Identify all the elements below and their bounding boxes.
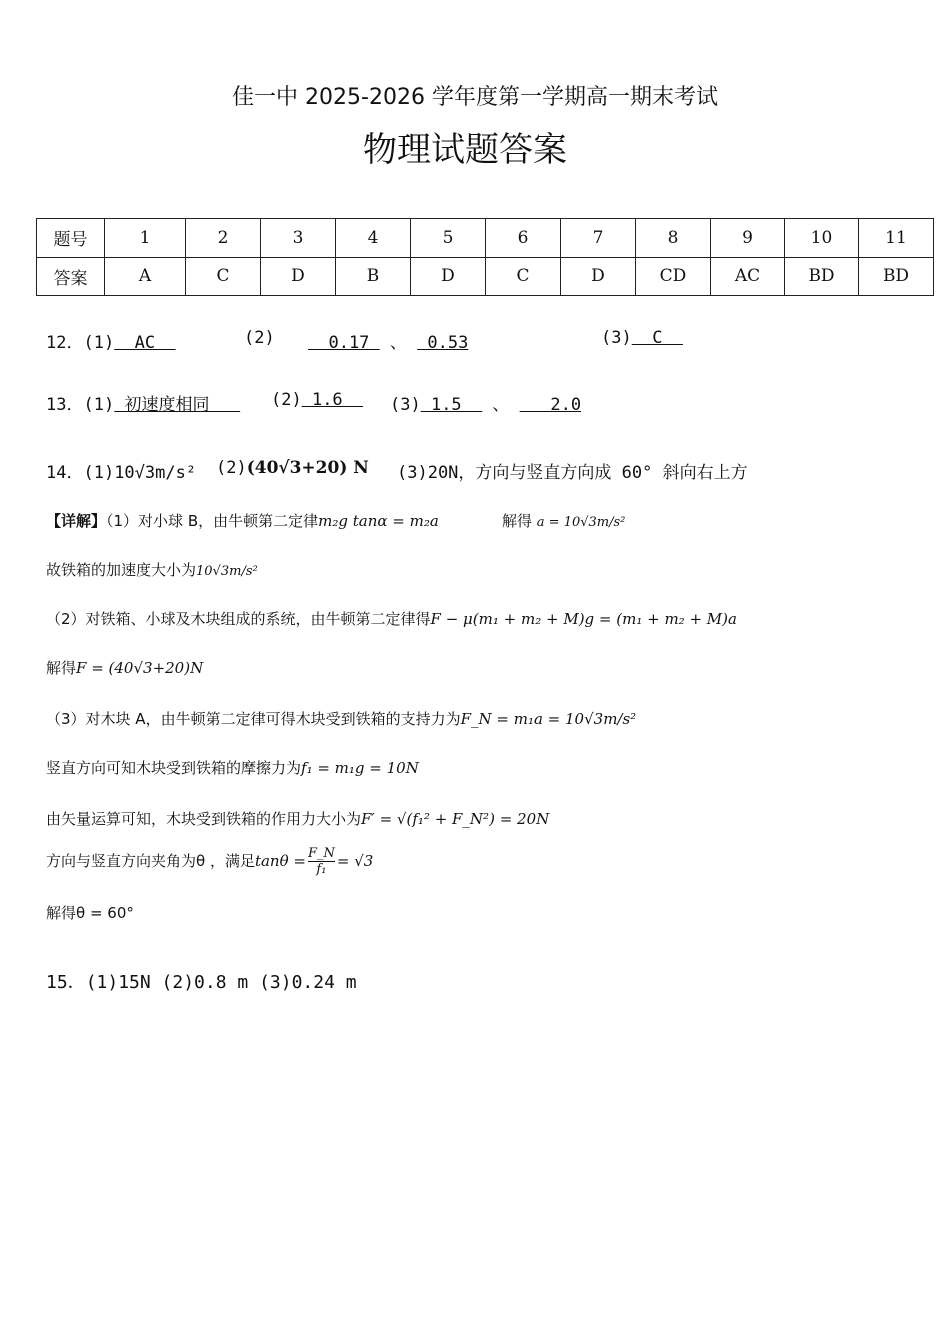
q12-part1-label: (1) bbox=[83, 333, 115, 353]
q14-part2-answer: (40√3+20) N bbox=[246, 458, 369, 478]
question-number: 1 bbox=[105, 219, 186, 258]
q14-part3: (3)20N，方向与竖直方向成 60° 斜向右上方 bbox=[397, 463, 748, 483]
detail-8-lhs: tanθ = bbox=[254, 852, 306, 870]
question-number: 9 bbox=[711, 219, 785, 258]
answer-row bbox=[37, 257, 934, 296]
answer-cell: AC bbox=[711, 257, 785, 296]
q14-part2 bbox=[216, 458, 369, 478]
answer-cell: BD bbox=[859, 257, 934, 296]
q13-part2-answer: 1.6 bbox=[301, 390, 364, 410]
q13-part3-answer-b: 2.0 bbox=[519, 395, 582, 415]
exam-title: 佳一中 2025-2026 学年度第一学期高一期末考试 bbox=[232, 85, 718, 110]
q15-line bbox=[46, 968, 357, 994]
answer-cell: B bbox=[336, 257, 411, 296]
q13-separator: 、 bbox=[492, 395, 510, 415]
detail-1-result: a = 10√3m/s² bbox=[536, 515, 626, 530]
q12-part3-answer: C bbox=[631, 328, 683, 348]
answer-cell: D bbox=[261, 257, 336, 296]
q12-separator: 、 bbox=[389, 333, 407, 353]
detail-line-1-result bbox=[502, 510, 625, 531]
detail-line-7 bbox=[46, 808, 549, 829]
detail-8-text: 方向与竖直方向夹角为θ ，满足 bbox=[46, 852, 255, 870]
detail-3-text: （2）对铁箱、小球及木块组成的系统，由牛顿第二定律得 bbox=[46, 610, 431, 628]
detail-1-text: （1）对小球 B，由牛顿第二定律 bbox=[106, 512, 319, 530]
detail-line-8 bbox=[46, 846, 373, 877]
question-number: 5 bbox=[411, 219, 486, 258]
q12-part2-answer-b: 0.53 bbox=[417, 333, 469, 353]
q12-part2 bbox=[244, 328, 275, 348]
detail-line-2 bbox=[46, 559, 258, 580]
detail-2-text: 故铁箱的加速度大小为 bbox=[46, 561, 197, 579]
detail-line-5 bbox=[46, 708, 636, 729]
q13-part3 bbox=[390, 390, 581, 415]
detail-7-formula: F′ = √(f₁² + F_N²) = 20N bbox=[361, 810, 550, 828]
detail-8-rhs: = √3 bbox=[336, 852, 374, 870]
detail-6-text: 竖直方向可知木块受到铁箱的摩擦力为 bbox=[46, 759, 302, 777]
q13-part1-label: (1) bbox=[83, 395, 115, 415]
answer-cell: D bbox=[561, 257, 636, 296]
detail-line-6 bbox=[46, 757, 419, 778]
detail-line-9: 解得θ = 60° bbox=[46, 904, 134, 922]
question-number: 7 bbox=[561, 219, 636, 258]
detail-4-text: 解得 bbox=[46, 659, 77, 677]
detail-3-formula: F − μ(m₁ + m₂ + M)g = (m₁ + m₂ + M)a bbox=[430, 610, 737, 628]
detail-line-1 bbox=[46, 510, 439, 531]
q13-line bbox=[46, 390, 240, 415]
q14-line bbox=[46, 458, 196, 483]
detail-tag: 【详解】 bbox=[46, 512, 107, 530]
detail-1-formula: m₂g tanα = m₂a bbox=[318, 512, 439, 530]
q12-part2-answer-a: 0.17 bbox=[308, 333, 380, 353]
question-number: 3 bbox=[261, 219, 336, 258]
q15-answer: (1)15N (2)0.8 m (3)0.24 m bbox=[85, 972, 357, 993]
question-number: 4 bbox=[336, 219, 411, 258]
q14-part2-label: (2) bbox=[216, 458, 247, 478]
answer-cell: CD bbox=[636, 257, 711, 296]
detail-1-result-label: 解得 bbox=[502, 512, 533, 530]
answer-cell: D bbox=[411, 257, 486, 296]
question-number: 10 bbox=[785, 219, 859, 258]
q12-number: 12． bbox=[46, 333, 84, 353]
q12-part1-answer: AC bbox=[114, 333, 176, 353]
detail-5-formula: F_N = m₁a = 10√3m/s² bbox=[460, 710, 637, 728]
q13-number: 13． bbox=[46, 395, 84, 415]
question-number: 2 bbox=[186, 219, 261, 258]
q13-part2-label: (2) bbox=[271, 390, 302, 410]
detail-8-numerator: F_N bbox=[307, 846, 335, 861]
question-number: 8 bbox=[636, 219, 711, 258]
q14-part1: (1)10√3m/s² bbox=[83, 463, 197, 483]
answer-sheet-title: 物理试题答案 bbox=[363, 130, 567, 170]
detail-7-text: 由矢量运算可知，木块受到铁箱的作用力大小为 bbox=[46, 810, 362, 828]
q13-part3-label: (3) bbox=[390, 395, 421, 415]
q12-part3-label: (3) bbox=[601, 328, 632, 348]
row-label: 题号 bbox=[37, 219, 105, 258]
detail-line-4 bbox=[46, 657, 203, 678]
detail-2-formula: 10√3m/s² bbox=[196, 564, 258, 579]
q13-part2 bbox=[271, 390, 363, 410]
answer-cell: BD bbox=[785, 257, 859, 296]
row-label: 答案 bbox=[37, 257, 105, 296]
detail-6-formula: f₁ = m₁g = 10N bbox=[301, 759, 419, 777]
q13-part1-answer: 初速度相同 bbox=[114, 395, 241, 415]
detail-5-text: （3）对木块 A，由牛顿第二定律可得木块受到铁箱的支持力为 bbox=[46, 710, 461, 728]
q12-part3 bbox=[601, 328, 683, 348]
answer-cell: C bbox=[186, 257, 261, 296]
detail-8-fraction bbox=[308, 846, 335, 877]
answer-table bbox=[36, 218, 934, 296]
detail-line-3 bbox=[46, 608, 737, 629]
question-number-row bbox=[37, 219, 934, 258]
q12-line bbox=[46, 328, 176, 353]
detail-8-denominator: f₁ bbox=[316, 862, 327, 877]
answer-cell: A bbox=[105, 257, 186, 296]
detail-4-formula: F = (40√3+20)N bbox=[76, 659, 204, 677]
q15-number: 15． bbox=[46, 972, 86, 993]
q12-part2-label: (2) bbox=[244, 328, 275, 348]
q14-number: 14． bbox=[46, 463, 84, 483]
answer-cell: C bbox=[486, 257, 561, 296]
q13-part3-answer-a: 1.5 bbox=[420, 395, 483, 415]
question-number: 6 bbox=[486, 219, 561, 258]
question-number: 11 bbox=[859, 219, 934, 258]
q12-part2-answers bbox=[308, 328, 468, 353]
